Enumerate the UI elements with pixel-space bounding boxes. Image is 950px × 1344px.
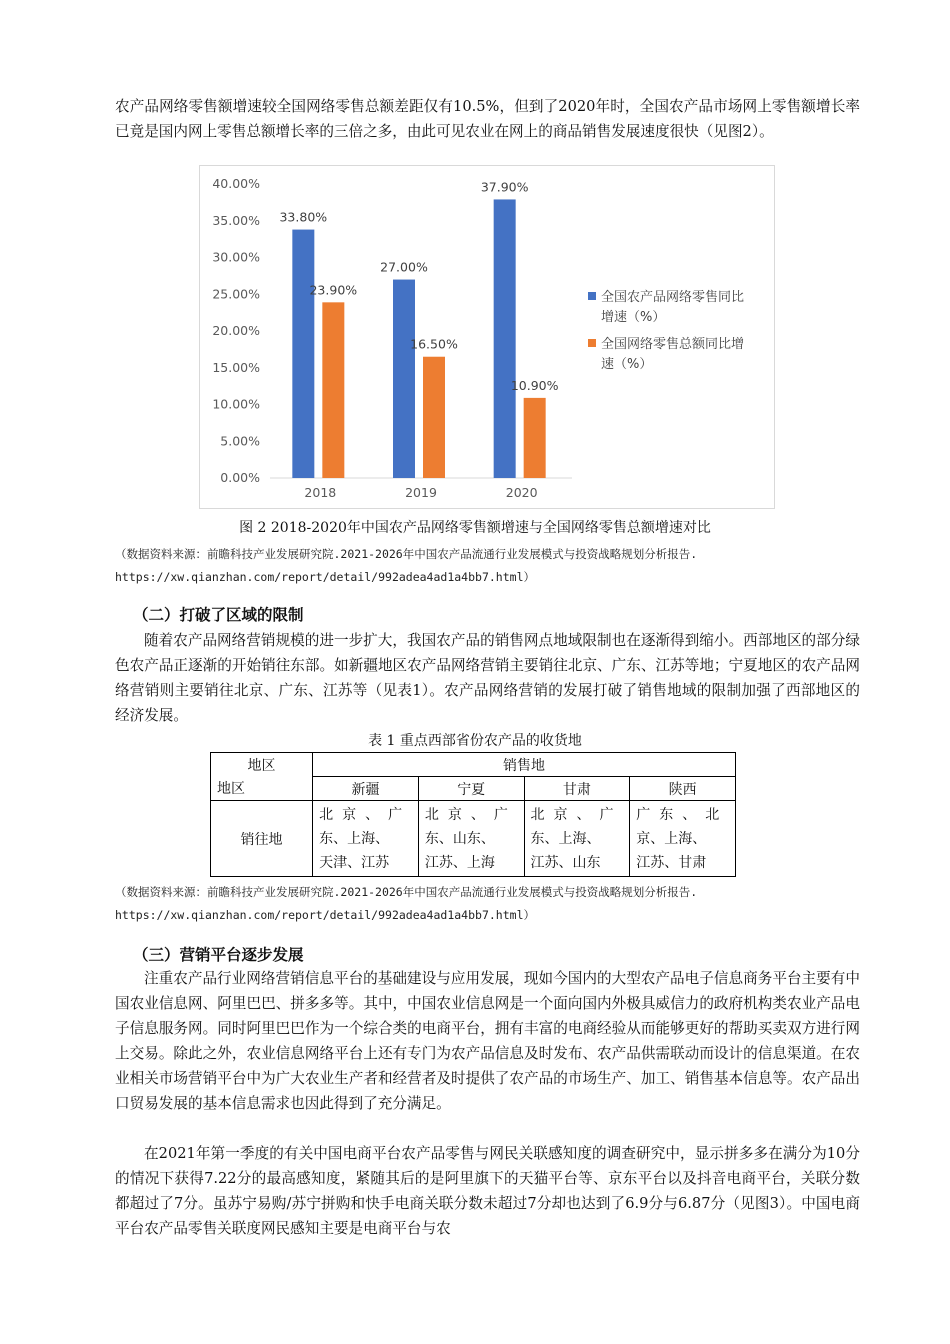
y-tick-label: 35.00% [212, 212, 260, 228]
legend-label: 全国农产品网络零售同比 [601, 290, 745, 305]
table-column-header: 新疆 [313, 777, 419, 801]
y-tick-label: 40.00% [212, 176, 260, 191]
bar-series1 [494, 199, 516, 478]
bar-series1 [393, 280, 415, 478]
y-tick-label: 20.00% [212, 323, 260, 338]
data-label: 33.80% [279, 209, 328, 225]
bar-series2 [423, 357, 445, 478]
table-cell [524, 801, 630, 877]
table-cell-line: 北京、广 [319, 806, 412, 823]
intro-paragraph: 农产品网络零售额增速较全国网络零售总额差距仅有10.5%，但到了2020年时，全国农产品市场网上零售额增长率已竟是国内网上零售总额增长率的三倍之多，由此可见农业在网上的商品销售发展速度很快（见图2）。 [115, 98, 860, 140]
table-column-header: 宁夏 [418, 777, 524, 801]
y-tick-label: 25.00% [212, 286, 260, 302]
bar-chart-svg [200, 166, 774, 508]
figure-2-source-line1: （数据资料来源：前瞻科技产业发展研究院.2021-2026年中国农产品流通行业发展模式与投资战略规划分析报告. [115, 547, 698, 561]
figure-2-source-line2: https://xw.qianzhan.com/report/detail/992adea4ad1a4bb7.html） [115, 570, 535, 584]
table-column-header: 甘肃 [524, 777, 630, 801]
x-tick-label: 2018 [304, 485, 337, 500]
table-cell-line: 广东、北 [636, 806, 729, 823]
section3-paragraph2: 在2021年第一季度的有关中国电商平台农产品零售与网民关联感知度的调查研究中，显示拼多多在满分为10分的情况下获得7.22分的最高感知度，紧随其后的是阿里旗下的天猫平台等、京东平台以及抖音电商平台，关联分数都超过了7分。虽苏宁易购/苏宁拼购和快手电商关联分数未超过7分却也达到了6.9分与6.87分（见图3）。中国电商平台农产品零售关联度网民感知主要是电商平台与农 [115, 1145, 860, 1237]
table-cell-line: 北京、广 [530, 806, 623, 823]
legend-label: 增速（%） [601, 310, 666, 325]
table-cell-line: 东、上海、 [319, 830, 390, 847]
table-cell-line: 江苏、山东 [530, 854, 601, 871]
table-1-source-line2: https://xw.qianzhan.com/report/detail/992adea4ad1a4bb7.html） [115, 908, 535, 922]
table-row-label: 销往地 [211, 801, 313, 877]
table-cell [418, 801, 524, 877]
x-tick-label: 2019 [405, 485, 437, 500]
table-cell-line: 江苏、甘肃 [636, 854, 707, 871]
data-label: 16.50% [410, 336, 458, 352]
table-corner-bottom: 地区 [211, 777, 313, 801]
data-label: 10.90% [510, 377, 559, 393]
table-cell [313, 801, 419, 877]
table-group-header: 销售地 [313, 753, 736, 777]
figure-2-caption: 图 2 2018-2020年中国农产品网络零售额增速与全国网络零售总额增速对比 [239, 520, 711, 536]
table-cell-line: 东、上海、 [530, 830, 601, 847]
y-tick-label: 5.00% [220, 433, 260, 449]
y-tick-label: 0.00% [220, 470, 260, 485]
section2-heading: （二）打破了区域的限制 [133, 606, 304, 624]
table-1 [210, 752, 736, 877]
bar-series2 [322, 302, 344, 478]
table-cell-line: 北京、广 [424, 806, 517, 823]
table-cell-line: 东、山东、 [424, 830, 495, 847]
table-corner-top: 地区 [211, 753, 313, 777]
bar-series1 [292, 230, 314, 478]
legend-label: 速（%） [601, 357, 653, 372]
section3-heading: （三）营销平台逐步发展 [133, 946, 304, 964]
y-tick-label: 15.00% [212, 359, 260, 375]
figure-2-chart [199, 165, 775, 509]
section2-paragraph: 随着农产品网络营销规模的进一步扩大，我国农产品的销售网点地域限制也在逐渐得到缩小。西部地区的部分绿色农产品正逐渐的开始销往东部。如新疆地区农产品网络营销主要销往北京、广东、江苏等地；宁夏地区的农产品网络营销则主要销往北京、广东、江苏等（见表1）。农产品网络营销的发展打破了销售地域的限制加强了西部地区的经济发展。 [115, 632, 860, 724]
legend-label: 全国网络零售总额同比增 [601, 337, 745, 352]
legend-swatch [588, 292, 596, 300]
data-label: 23.90% [309, 282, 358, 298]
table-1-source-line1: （数据资料来源：前瞻科技产业发展研究院.2021-2026年中国农产品流通行业发展模式与投资战略规划分析报告. [115, 885, 698, 899]
data-label: 27.00% [380, 259, 428, 275]
table-cell-line: 京、上海、 [636, 830, 707, 847]
section3-paragraph1: 注重农产品行业网络营销信息平台的基础建设与应用发展，现如今国内的大型农产品电子信息商务平台主要有中国农业信息网、阿里巴巴、拼多多等。其中，中国农业信息网是一个面向国内外极具威信力的政府机构类农业产品电子信息服务网。同时阿里巴巴作为一个综合类的电商平台，拥有丰富的电商经验从而能够更好的帮助买卖双方进行网上交易。除此之外，农业信息网络平台上还有专门为农产品信息及时发布、农产品供需联动而设计的信息渠道。在农业相关市场营销平台中为广大农业生产者和经营者及时提供了农产品的市场生产、加工、销售基本信息等。农产品出口贸易发展的基本信息需求也因此得到了充分满足。 [115, 970, 860, 1112]
y-tick-label: 10.00% [212, 396, 260, 412]
y-tick-label: 30.00% [212, 249, 260, 265]
x-tick-label: 2020 [505, 485, 538, 500]
data-label: 37.90% [480, 179, 529, 195]
table1-caption: 表 1 重点西部省份农产品的收货地 [368, 733, 582, 749]
table-column-header: 陕西 [630, 777, 736, 801]
table-cell-line: 江苏、上海 [424, 854, 495, 871]
legend-swatch [588, 339, 596, 347]
bar-series2 [524, 398, 546, 478]
table-cell-line: 天津、江苏 [319, 854, 390, 871]
table-cell [630, 801, 736, 877]
